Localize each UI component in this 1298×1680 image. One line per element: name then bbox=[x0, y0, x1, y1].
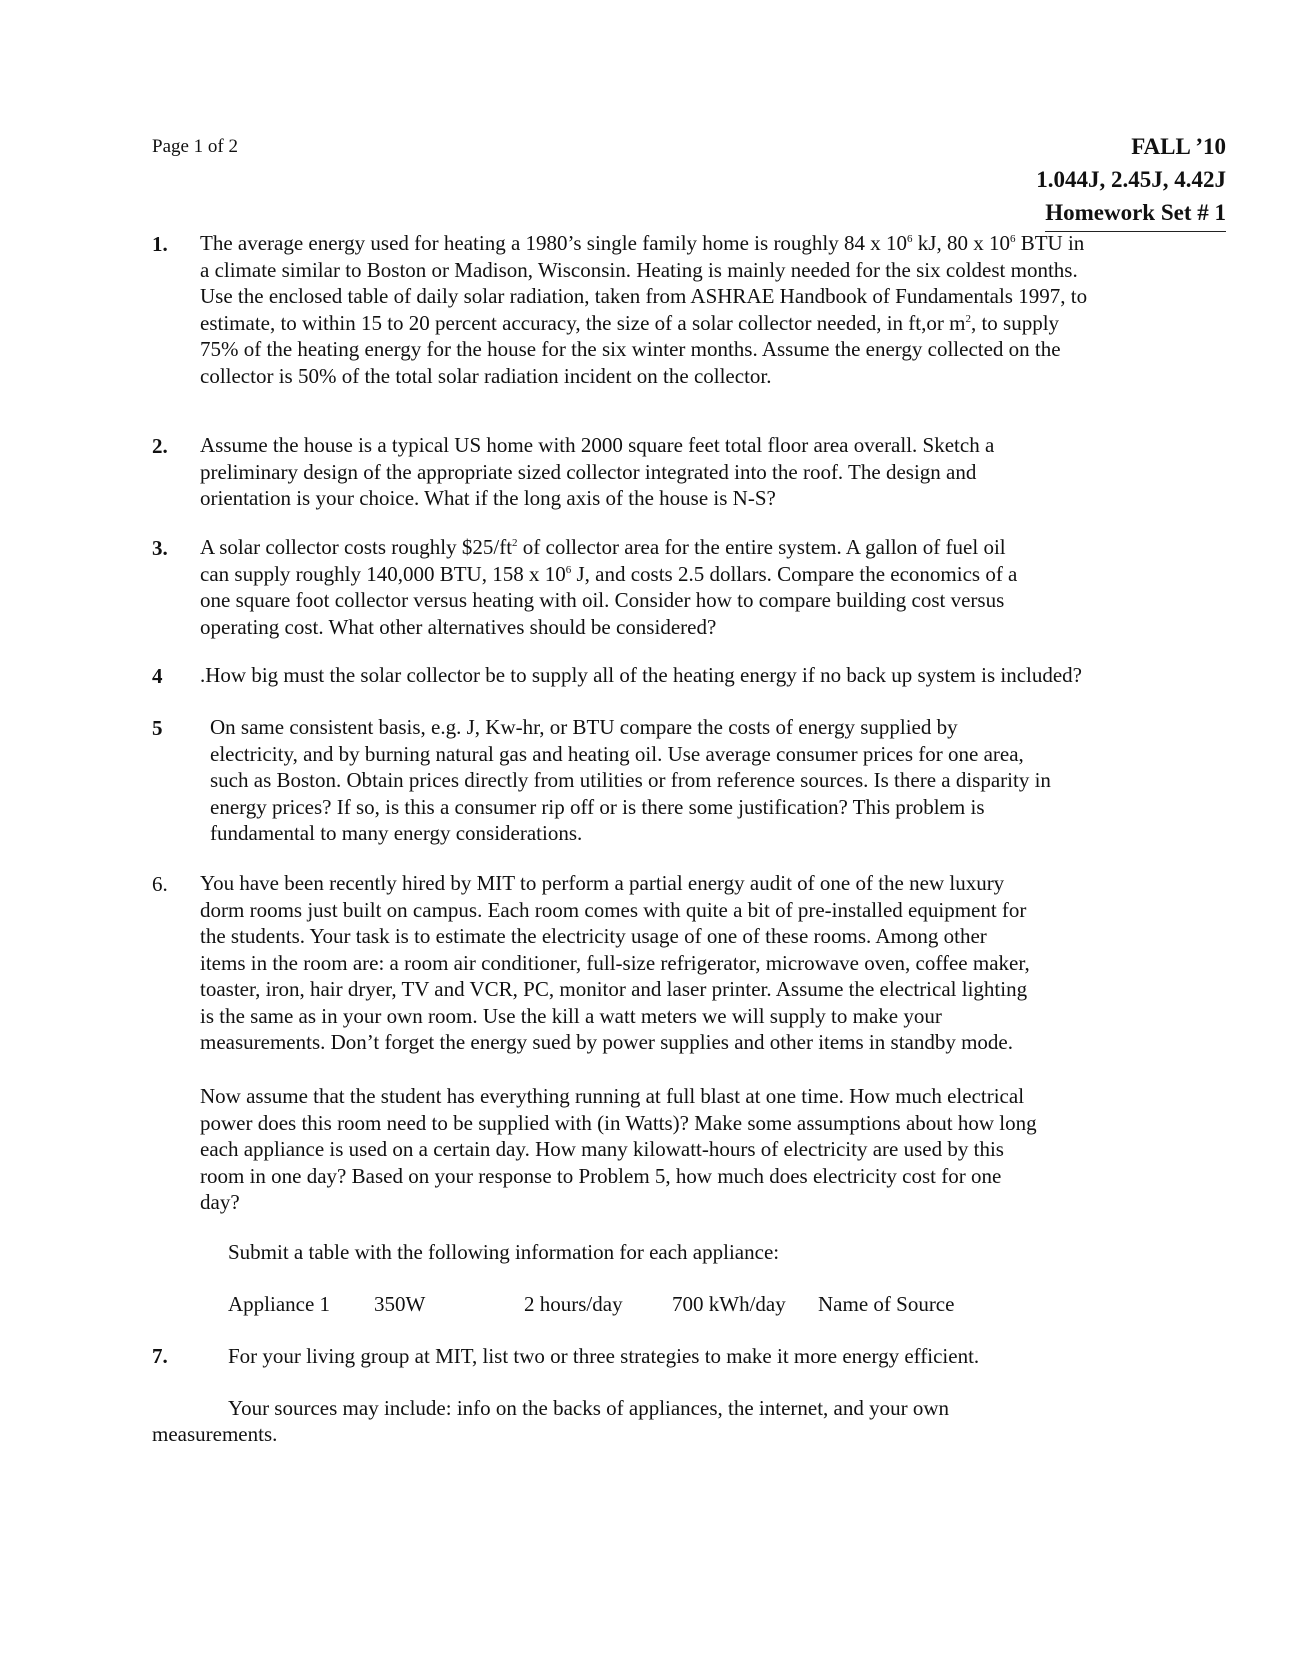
problem-number: 7. bbox=[152, 1344, 168, 1368]
problem-6-text: You have been recently hired by MIT to perform a partial energy audit of one of the new luxury dorm rooms just built on campus. Each room comes with quite a bit of pre-installed equipment for the students. Your task is to estimate the electricity usage of one of these rooms. Among other items in the room are: a room air conditioner, full-size refrigerator, microwave oven, coffee maker, toaster, iron, hair dryer, TV and VCR, PC, monitor and laser printer. Assume the electrical lighting is the same as in your own room. Use the kill a watt meters we will supply to make your measurements. Don’t forget the energy sued by power supplies and other items in standby mode. bbox=[200, 871, 1030, 1054]
problem-6-text-continued: Now assume that the student has everything running at full blast at one time. How much electrical power does this room need to be supplied with (in Watts)? Make some assumptions about how long each appliance is used on a certain day. How many kilowatt-hours of electricity are used by this room in one day? Based on your response to Problem 5, how much does electricity cost for one day? bbox=[200, 1084, 1037, 1214]
problem-number: 2. bbox=[152, 434, 168, 458]
sources-note-continued: measurements. bbox=[152, 1422, 278, 1446]
problem-number: 3. bbox=[152, 536, 168, 560]
submit-instruction: Submit a table with the following information for each appliance: bbox=[228, 1240, 780, 1264]
page-number: Page 1 of 2 bbox=[152, 136, 239, 157]
course-header bbox=[1036, 130, 1226, 232]
problem-number: 6. bbox=[152, 872, 168, 896]
term: FALL ’10 bbox=[1131, 134, 1226, 159]
appliance-source: Name of Source bbox=[818, 1292, 955, 1316]
problem-1-text: The average energy used for heating a 1980’s single family home is roughly 84 x $10^6$ kJ, 80 x $10^6$ BTU in a climate similar to Boston or Madison, Wisconsin. Heating is mainly needed for the six coldest months. Use the enclosed table of daily solar radiation, taken from ASHRAE Handbook of Fundamentals 1997, to estimate, to within 15 to 20 percent accuracy, the size of a solar collector needed, in ft,or $m^2$, to supply 75% of the heating energy for the house for the six winter months. Assume the energy collected on the collector is 50% of the total solar radiation incident on the collector. bbox=[200, 231, 1088, 388]
problem-4-text: .How big must the solar collector be to supply all of the heating energy if no back up system is included? bbox=[200, 663, 1082, 687]
problem-7-text: For your living group at MIT, list two or three strategies to make it more energy efficient. bbox=[228, 1344, 980, 1368]
appliance-energy: 700 kWh/day bbox=[672, 1292, 786, 1316]
problem-3-text: A solar collector costs roughly $\$25/ft^2$ of collector area for the entire system. A gallon of fuel oil can supply roughly 140,000 BTU, 158 x $10^6$ J, and costs 2.5 dollars. Compare the economics of a one square foot collector versus heating with oil. Consider how to compare building cost versus operating cost. What other alternatives should be considered? bbox=[200, 535, 1018, 639]
appliance-hours: 2 hours/day bbox=[524, 1292, 623, 1316]
problem-number: 5 bbox=[152, 716, 163, 740]
problem-5-text: On same consistent basis, e.g. J, Kw-hr, or BTU compare the costs of energy supplied by electricity, and by burning natural gas and heating oil. Use average consumer prices for one area, such as Boston. Obtain prices directly from utilities or from reference sources. Is there a disparity in energy prices? If so, is this a consumer rip off or is there some justification? This problem is fundamental to many energy considerations. bbox=[210, 715, 1051, 845]
problem-number: 1. bbox=[152, 232, 168, 256]
problem-number: 4 bbox=[152, 664, 163, 688]
problem-2-text: Assume the house is a typical US home with 2000 square feet total floor area overall. Sketch a preliminary design of the appropriate sized collector integrated into the roof. The design and orientation is your choice. What if the long axis of the house is N-S? bbox=[200, 433, 995, 510]
sources-note: Your sources may include: info on the backs of appliances, the internet, and your own bbox=[228, 1396, 950, 1420]
appliance-name: Appliance 1 bbox=[228, 1292, 331, 1316]
course-numbers: 1.044J, 2.45J, 4.42J bbox=[1036, 167, 1226, 192]
homework-set-title: Homework Set # 1 bbox=[1045, 196, 1226, 232]
appliance-power: 350W bbox=[374, 1292, 426, 1316]
